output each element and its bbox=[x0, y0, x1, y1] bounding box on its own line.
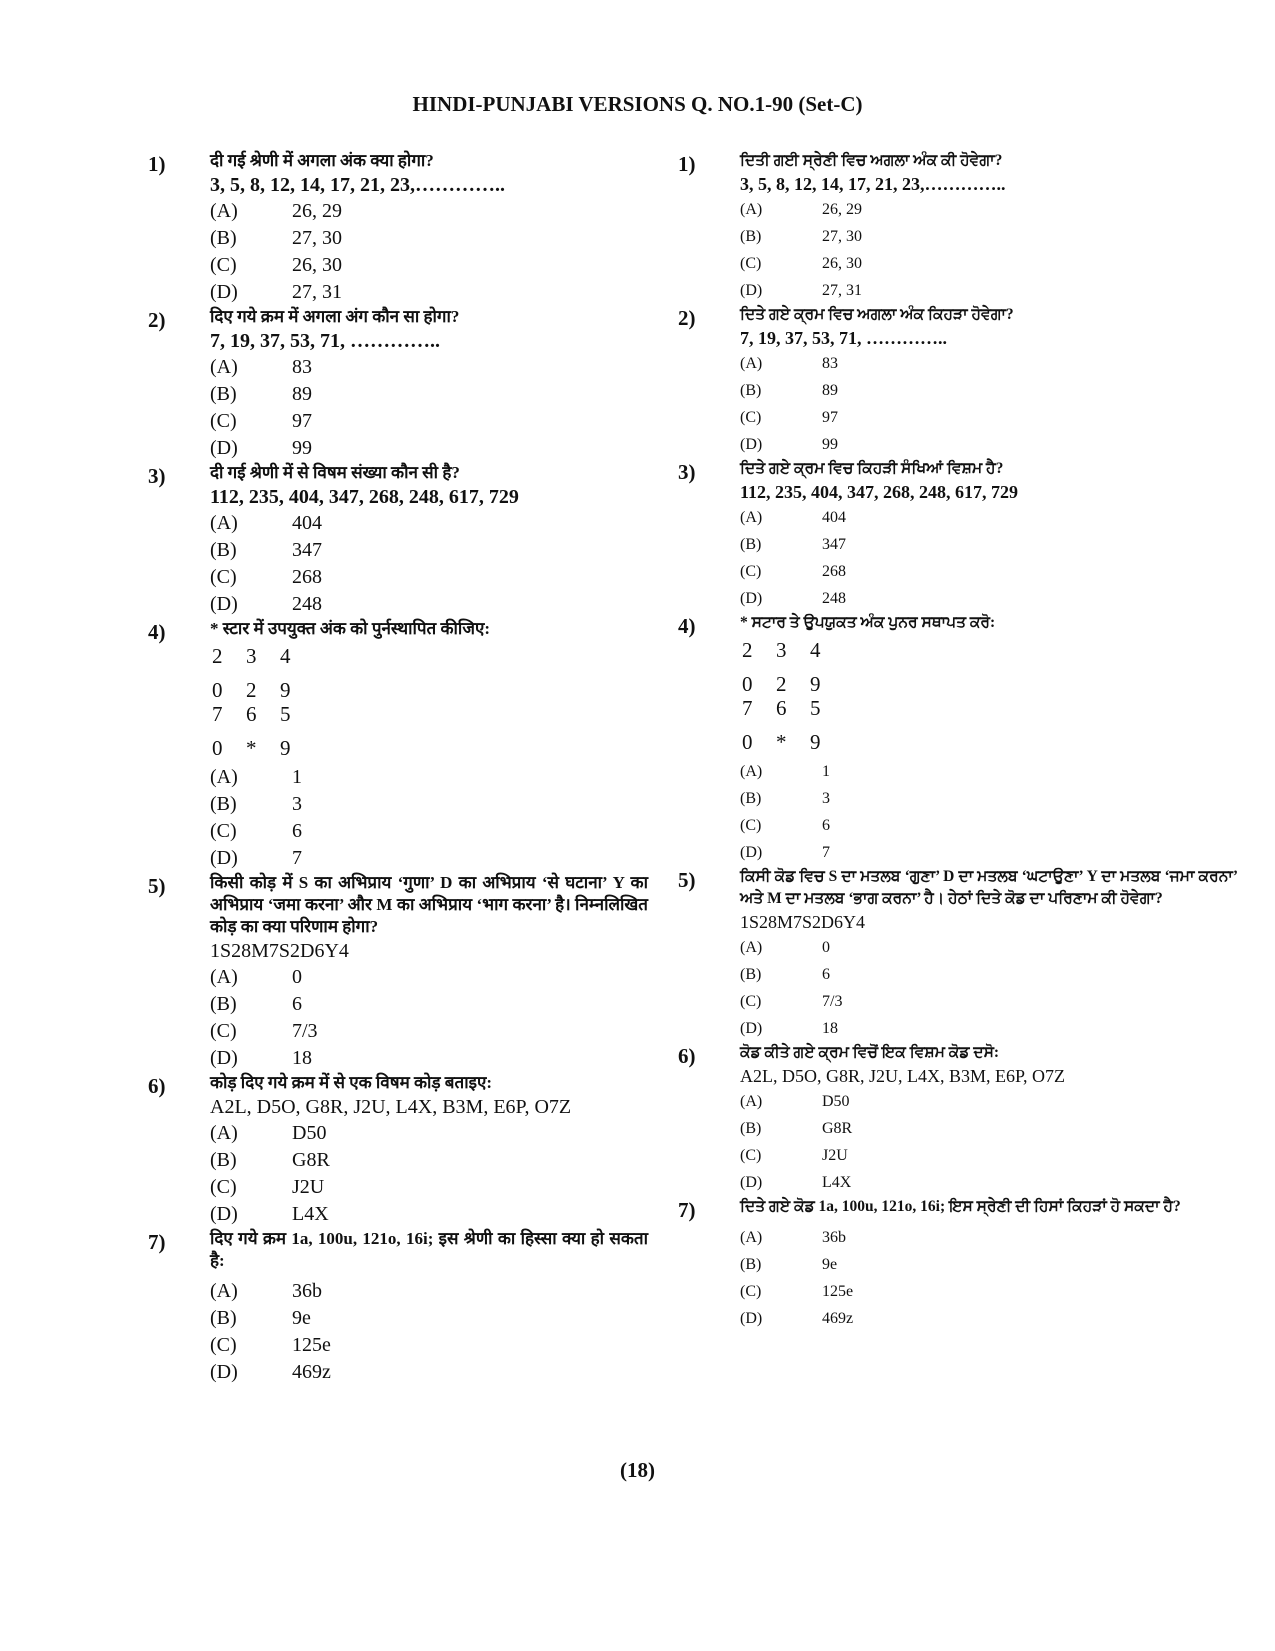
page-title: HINDI-PUNJABI VERSIONS Q. NO.1-90 (Set-C) bbox=[412, 92, 863, 116]
question-text: ਕਿਸੀ ਕੋਡ ਵਿਚ S ਦਾ ਮਤਲਬ ‘ਗੁਣਾ’ D ਦਾ ਮਤਲਬ ‘ਘਟਾਉਣਾ’ Y ਦਾ ਮਤਲਬ ‘ਜਮਾ ਕਰਨਾ’ ਅਤੇ M ਦਾ ਮਤਲਬ ‘ਭਾਗ ਕਰਨਾ’ ਹੈ। ਹੇਠਾਂ ਦਿਤੇ ਕੋਡ ਦਾ ਪਰਿਣਾਮ ਕੀ ਹੋਵੇਗਾ? bbox=[740, 868, 1238, 907]
option-d[interactable]: (D) 248 bbox=[210, 593, 322, 615]
option-a[interactable]: (A) 1 bbox=[210, 766, 302, 788]
option-d[interactable]: (D) L4X bbox=[210, 1203, 329, 1225]
option-d[interactable]: (D) 7 bbox=[210, 847, 302, 869]
option-b[interactable]: (B) 347 bbox=[740, 536, 846, 553]
question-1 bbox=[148, 150, 648, 306]
question-7 bbox=[148, 1228, 648, 1386]
option-b[interactable]: (B) G8R bbox=[210, 1149, 330, 1171]
number-grid: 2 3 4 0 2 9 7 6 5 0 * 9 bbox=[742, 638, 821, 754]
option-d[interactable]: (D) 27, 31 bbox=[210, 281, 342, 303]
question-text: * ਸਟਾਰ ਤੇ ਉਪਯੁਕਤ ਅੰਕ ਪੁਨਰ ਸਥਾਪਤ ਕਰੋ: bbox=[740, 614, 996, 631]
option-b[interactable]: (B) 9e bbox=[210, 1307, 311, 1329]
option-b[interactable]: (B) 347 bbox=[210, 539, 322, 561]
option-b[interactable]: (B) 3 bbox=[210, 793, 302, 815]
option-d[interactable]: (D) 18 bbox=[210, 1047, 312, 1069]
option-a[interactable]: (A) 1 bbox=[740, 763, 830, 780]
question-5 bbox=[148, 872, 648, 1072]
option-b[interactable]: (B) 89 bbox=[210, 383, 312, 405]
number-grid: 2 3 4 0 2 9 7 6 5 0 * 9 bbox=[212, 644, 291, 760]
question-series: 112, 235, 404, 347, 268, 248, 617, 729 bbox=[740, 482, 1019, 502]
option-b[interactable]: (B) 6 bbox=[210, 993, 302, 1015]
question-2 bbox=[678, 304, 1238, 458]
question-text: किसी कोड़ में S का अभिप्राय ‘गुणा’ D का अभिप्राय ‘से घटाना’ Y का अभिप्राय ‘जमा करना’ और M का अभिप्राय ‘भाग करना’ है। निम्नलिखित कोड़ का क्या परिणाम होगा? bbox=[210, 873, 648, 936]
option-a[interactable]: (A) 404 bbox=[210, 512, 322, 534]
question-number: 5) bbox=[678, 868, 696, 892]
option-b[interactable]: (B) 27, 30 bbox=[210, 227, 342, 249]
question-3 bbox=[678, 458, 1238, 612]
question-number: 1) bbox=[148, 152, 166, 176]
option-b[interactable]: (B) 6 bbox=[740, 966, 830, 983]
option-c[interactable]: (C) 97 bbox=[740, 409, 838, 426]
option-d[interactable]: (D) 469z bbox=[210, 1361, 331, 1383]
option-d[interactable]: (D) 99 bbox=[740, 436, 838, 453]
option-d[interactable]: (D) 469z bbox=[740, 1310, 854, 1327]
question-series: 7, 19, 37, 53, 71, ………….. bbox=[740, 328, 947, 348]
option-c[interactable]: (C) 6 bbox=[210, 820, 302, 842]
question-number: 2) bbox=[678, 306, 696, 330]
question-4 bbox=[148, 618, 648, 872]
question-6 bbox=[148, 1072, 648, 1228]
question-number: 3) bbox=[678, 460, 696, 484]
question-series: A2L, D5O, G8R, J2U, L4X, B3M, E6P, O7Z bbox=[740, 1066, 1066, 1086]
option-c[interactable]: (C) 26, 30 bbox=[740, 255, 862, 272]
option-d[interactable]: (D) L4X bbox=[740, 1174, 852, 1191]
question-number: 1) bbox=[678, 152, 696, 176]
question-series: A2L, D5O, G8R, J2U, L4X, B3M, E6P, O7Z bbox=[210, 1096, 572, 1118]
question-number: 4) bbox=[148, 620, 166, 644]
question-text: कोड़ दिए गये क्रम में से एक विषम कोड़ बताइए: bbox=[210, 1073, 493, 1092]
option-b[interactable]: (B) G8R bbox=[740, 1120, 853, 1137]
option-a[interactable]: (A) 0 bbox=[210, 966, 302, 988]
question-number: 6) bbox=[678, 1044, 696, 1068]
option-c[interactable]: (C) 7/3 bbox=[740, 993, 843, 1010]
option-b[interactable]: (B) 27, 30 bbox=[740, 228, 862, 245]
option-c[interactable]: (C) 26, 30 bbox=[210, 254, 342, 276]
option-a[interactable]: (A) 26, 29 bbox=[740, 201, 862, 218]
option-a[interactable]: (A) 36b bbox=[210, 1280, 322, 1302]
question-text: ਦਿਤੇ ਗਏ ਕ੍ਰਮ ਵਿਚ ਅਗਲਾ ਅੰਕ ਕਿਹੜਾ ਹੋਵੇਗਾ? bbox=[740, 306, 1014, 323]
question-series: 1S28M7S2D6Y4 bbox=[740, 912, 866, 932]
punjabi-column bbox=[678, 150, 1238, 1332]
question-number: 7) bbox=[148, 1230, 166, 1254]
option-c[interactable]: (C) 268 bbox=[740, 563, 846, 580]
option-c[interactable]: (C) 125e bbox=[740, 1283, 854, 1300]
question-series: 1S28M7S2D6Y4 bbox=[210, 940, 349, 962]
question-text: दिए गये क्रम 1a, 100u, 121o, 16i; इस श्रेणी का हिस्सा क्या हो सकता है: bbox=[210, 1229, 648, 1270]
option-a[interactable]: (A) 83 bbox=[740, 355, 838, 372]
question-4 bbox=[678, 612, 1238, 866]
question-7 bbox=[678, 1196, 1238, 1332]
question-2 bbox=[148, 306, 648, 462]
question-5 bbox=[678, 866, 1238, 1042]
option-a[interactable]: (A) D50 bbox=[210, 1122, 327, 1144]
hindi-column bbox=[148, 150, 648, 1386]
question-number: 7) bbox=[678, 1198, 696, 1222]
question-text: * स्टार में उपयुक्त अंक को पुर्नस्थापित कीजिए: bbox=[210, 619, 491, 638]
question-series: 3, 5, 8, 12, 14, 17, 21, 23,………….. bbox=[740, 174, 1006, 194]
question-number: 6) bbox=[148, 1074, 166, 1098]
question-text: ਦਿਤੇ ਗਏ ਕੋਡ 1a, 100u, 121o, 16i; ਇਸ ਸ੍ਰੇਣੀ ਦੀ ਹਿਸਾਂ ਕਿਹੜਾਂ ਹੋ ਸਕਦਾ ਹੈ? bbox=[740, 1198, 1181, 1215]
question-number: 5) bbox=[148, 874, 166, 898]
question-series: 3, 5, 8, 12, 14, 17, 21, 23,………….. bbox=[210, 174, 505, 196]
question-1 bbox=[678, 150, 1238, 304]
option-b[interactable]: (B) 3 bbox=[740, 790, 830, 807]
option-d[interactable]: (D) 99 bbox=[210, 437, 312, 459]
option-c[interactable]: (C) J2U bbox=[740, 1147, 848, 1164]
question-number: 2) bbox=[148, 308, 166, 332]
question-text: ਦਿਤੇ ਗਏ ਕ੍ਰਮ ਵਿਚ ਕਿਹੜੀ ਸੰਖਿਆਂ ਵਿਸ਼ਮ ਹੈ? bbox=[740, 460, 1004, 477]
option-c[interactable]: (C) 97 bbox=[210, 410, 312, 432]
question-text: दिए गये क्रम में अगला अंग कौन सा होगा? bbox=[210, 307, 460, 326]
option-a[interactable]: (A) 36b bbox=[740, 1229, 846, 1246]
option-c[interactable]: (C) 6 bbox=[740, 817, 830, 834]
option-d[interactable]: (D) 18 bbox=[740, 1020, 838, 1037]
question-3 bbox=[148, 462, 648, 618]
option-a[interactable]: (A) 404 bbox=[740, 509, 846, 526]
option-d[interactable]: (D) 248 bbox=[740, 590, 846, 607]
question-number: 4) bbox=[678, 614, 696, 638]
option-d[interactable]: (D) 27, 31 bbox=[740, 282, 862, 299]
option-c[interactable]: (C) 125e bbox=[210, 1334, 331, 1356]
option-b[interactable]: (B) 9e bbox=[740, 1256, 838, 1273]
question-6 bbox=[678, 1042, 1238, 1196]
option-c[interactable]: (C) 7/3 bbox=[210, 1020, 318, 1042]
question-series: 7, 19, 37, 53, 71, ………….. bbox=[210, 330, 440, 352]
option-d[interactable]: (D) 7 bbox=[740, 844, 830, 861]
question-text: ਦਿਤੀ ਗਈ ਸ੍ਰੇਣੀ ਵਿਚ ਅਗਲਾ ਅੰਕ ਕੀ ਹੋਵੇਗਾ? bbox=[740, 152, 1003, 169]
question-text: दी गई श्रेणी में अगला अंक क्या होगा? bbox=[210, 151, 434, 170]
question-number: 3) bbox=[148, 464, 166, 488]
option-c[interactable]: (C) J2U bbox=[210, 1176, 325, 1198]
question-series: 112, 235, 404, 347, 268, 248, 617, 729 bbox=[210, 486, 519, 508]
option-c[interactable]: (C) 268 bbox=[210, 566, 322, 588]
option-a[interactable]: (A) D50 bbox=[740, 1093, 850, 1110]
option-a[interactable]: (A) 0 bbox=[740, 939, 830, 956]
page-number: (18) bbox=[620, 1458, 655, 1482]
option-b[interactable]: (B) 89 bbox=[740, 382, 838, 399]
option-a[interactable]: (A) 83 bbox=[210, 356, 312, 378]
question-text: दी गई श्रेणी में से विषम संख्या कौन सी है? bbox=[210, 463, 460, 482]
question-text: ਕੋਡ ਕੀਤੇ ਗਏ ਕ੍ਰਮ ਵਿਚੋਂ ਇਕ ਵਿਸ਼ਮ ਕੋਡ ਦਸੋ: bbox=[740, 1044, 1000, 1061]
option-a[interactable]: (A) 26, 29 bbox=[210, 200, 342, 222]
